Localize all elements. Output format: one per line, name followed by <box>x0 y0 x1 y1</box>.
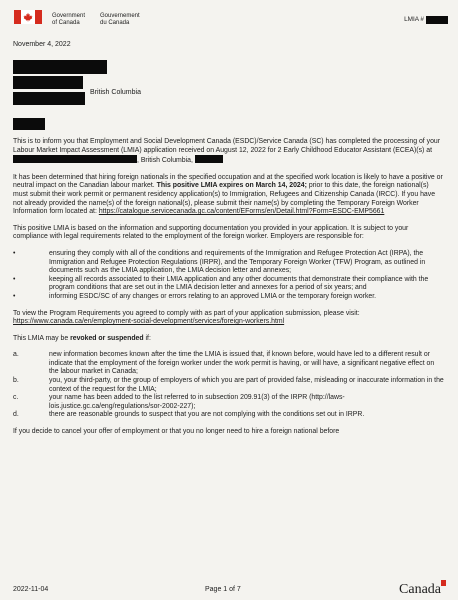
revocation-conditions-list <box>13 351 445 420</box>
canada-wordmark: Canada <box>399 580 446 598</box>
footer-date: 2022-11-04 <box>13 586 49 593</box>
responsibilities-list <box>13 250 445 302</box>
lmia-label: LMIA # <box>404 16 424 23</box>
paragraph-cancellation: If you decide to cancel your offer of employment or that you no longer need to hire a foreign national before <box>13 428 340 436</box>
redaction-bar <box>13 118 45 130</box>
lmia-number <box>404 16 448 25</box>
paragraph-positive-lmia: It has been determined that hiring foreign nationals in the specified occupation and at the specified work location is likely to have a positive or neutral impact on the Canadian labour market. This positive LMIA expires on March 14, 2024; prior to this date, the foreign national(s) must submit their work permit or permanent residency application(s) to Immigration, Refugees and Citizenship Canada (IRCC). If you have not already provided the name(s) of the foreign national(s), please submit their name(s) by completing the Temporary Foreign Worker Information form located at: https://catalogue.servicecanada.gc.ca/content/EForms/en/Detail.html?Form=ESDC-EMP5661 <box>13 173 443 216</box>
letter-body <box>13 138 445 445</box>
redaction-bar <box>13 76 83 89</box>
page-number: Page 1 of 7 <box>205 586 241 593</box>
paragraph-employer-responsibilities: This positive LMIA is based on the information and supporting documentation you provided in your application. It is subject to your compliance with legal requirements related to the employment of the foreign worker. Employers are responsible for: <box>13 224 409 241</box>
list-item: d. there are reasonable grounds to suspect that you are not complying with the conditions set out in IRPR. <box>13 411 365 419</box>
paragraph-decision-intro: This is to inform you that Employment and Social Development Canada (ESDC)/Service Canada (SC) has completed the processing of your Labour Market Impact Assessment (LMIA) application received on August 12, 2022 for 2 Early Childhood Educator Assistant (ECEA)(s) at , British Columbia, <box>13 138 441 165</box>
canada-flag-icon <box>14 10 42 24</box>
list-item: • informing ESDC/SC of any changes or errors relating to an approved LMIA or the temporary foreign worker. <box>13 292 377 300</box>
redaction-bar <box>426 16 448 24</box>
page-footer <box>0 580 458 600</box>
list-item: c. your name has been added to the list referred to in subsection 209.91(3) of the IRPR (http://laws-lois.justice.gc.ca/eng/regulations/sor-2002-227); <box>13 394 345 410</box>
redaction-bar <box>13 92 85 105</box>
redaction-bar <box>13 155 137 163</box>
expiry-statement: This positive LMIA expires on March 14, 2024; <box>156 182 307 190</box>
paragraph-program-requirements: To view the Program Requirements you agreed to comply with as part of your application submission, please visit: https://www.canada.ca/en/employment-social-development/services/foreign-workers.html <box>13 309 360 326</box>
list-item: • ensuring they comply with all of the conditions and requirements of the Immigration and Refugee Protection Act (IRPA), the Immigration and Refugee Protection Regulations (IRPR), and the Temporary Foreign Worker (TFW) Program, as outlined in documents such as the LMIA application, the LMIA decision letter and annexes; <box>13 249 426 275</box>
letter-date: November 4, 2022 <box>13 41 71 48</box>
tfw-information-form-link[interactable]: https://catalogue.servicecanada.gc.ca/content/EForms/en/Detail.html?Form=ESDC-EMP5661 <box>98 208 385 216</box>
list-item: b. you, your third-party, or the group of employers of which you are part of provided false, misleading or inaccurate information in the context of the request for the LMIA; <box>13 377 444 393</box>
redaction-bar <box>195 155 223 163</box>
list-item: a. new information becomes known after the time the LMIA is issued that, if known before, would have led to a different result or indicate that the employment of the foreign worker under the work permit is having, or will have, a significant negative effect on the labour market in Canada; <box>13 351 435 376</box>
paragraph-revocation: This LMIA may be revoked or suspended if: <box>13 334 151 342</box>
list-item: • keeping all records associated to their LMIA application and any other documents that demonstrate their compliance with the program conditions that are set out in the LMIA decision letter and annexes for a period of six years; and <box>13 275 429 292</box>
redaction-bar <box>13 60 107 74</box>
canada-wordmark-flag-icon <box>441 580 446 586</box>
government-of-canada-en: Government of Canada <box>52 13 86 26</box>
maple-leaf-icon <box>23 12 33 22</box>
program-requirements-link[interactable]: https://www.canada.ca/en/employment-social-development/services/foreign-workers.html <box>13 318 285 326</box>
address-province: British Columbia <box>90 89 141 96</box>
government-of-canada-fr: Gouvernement du Canada <box>100 13 140 26</box>
